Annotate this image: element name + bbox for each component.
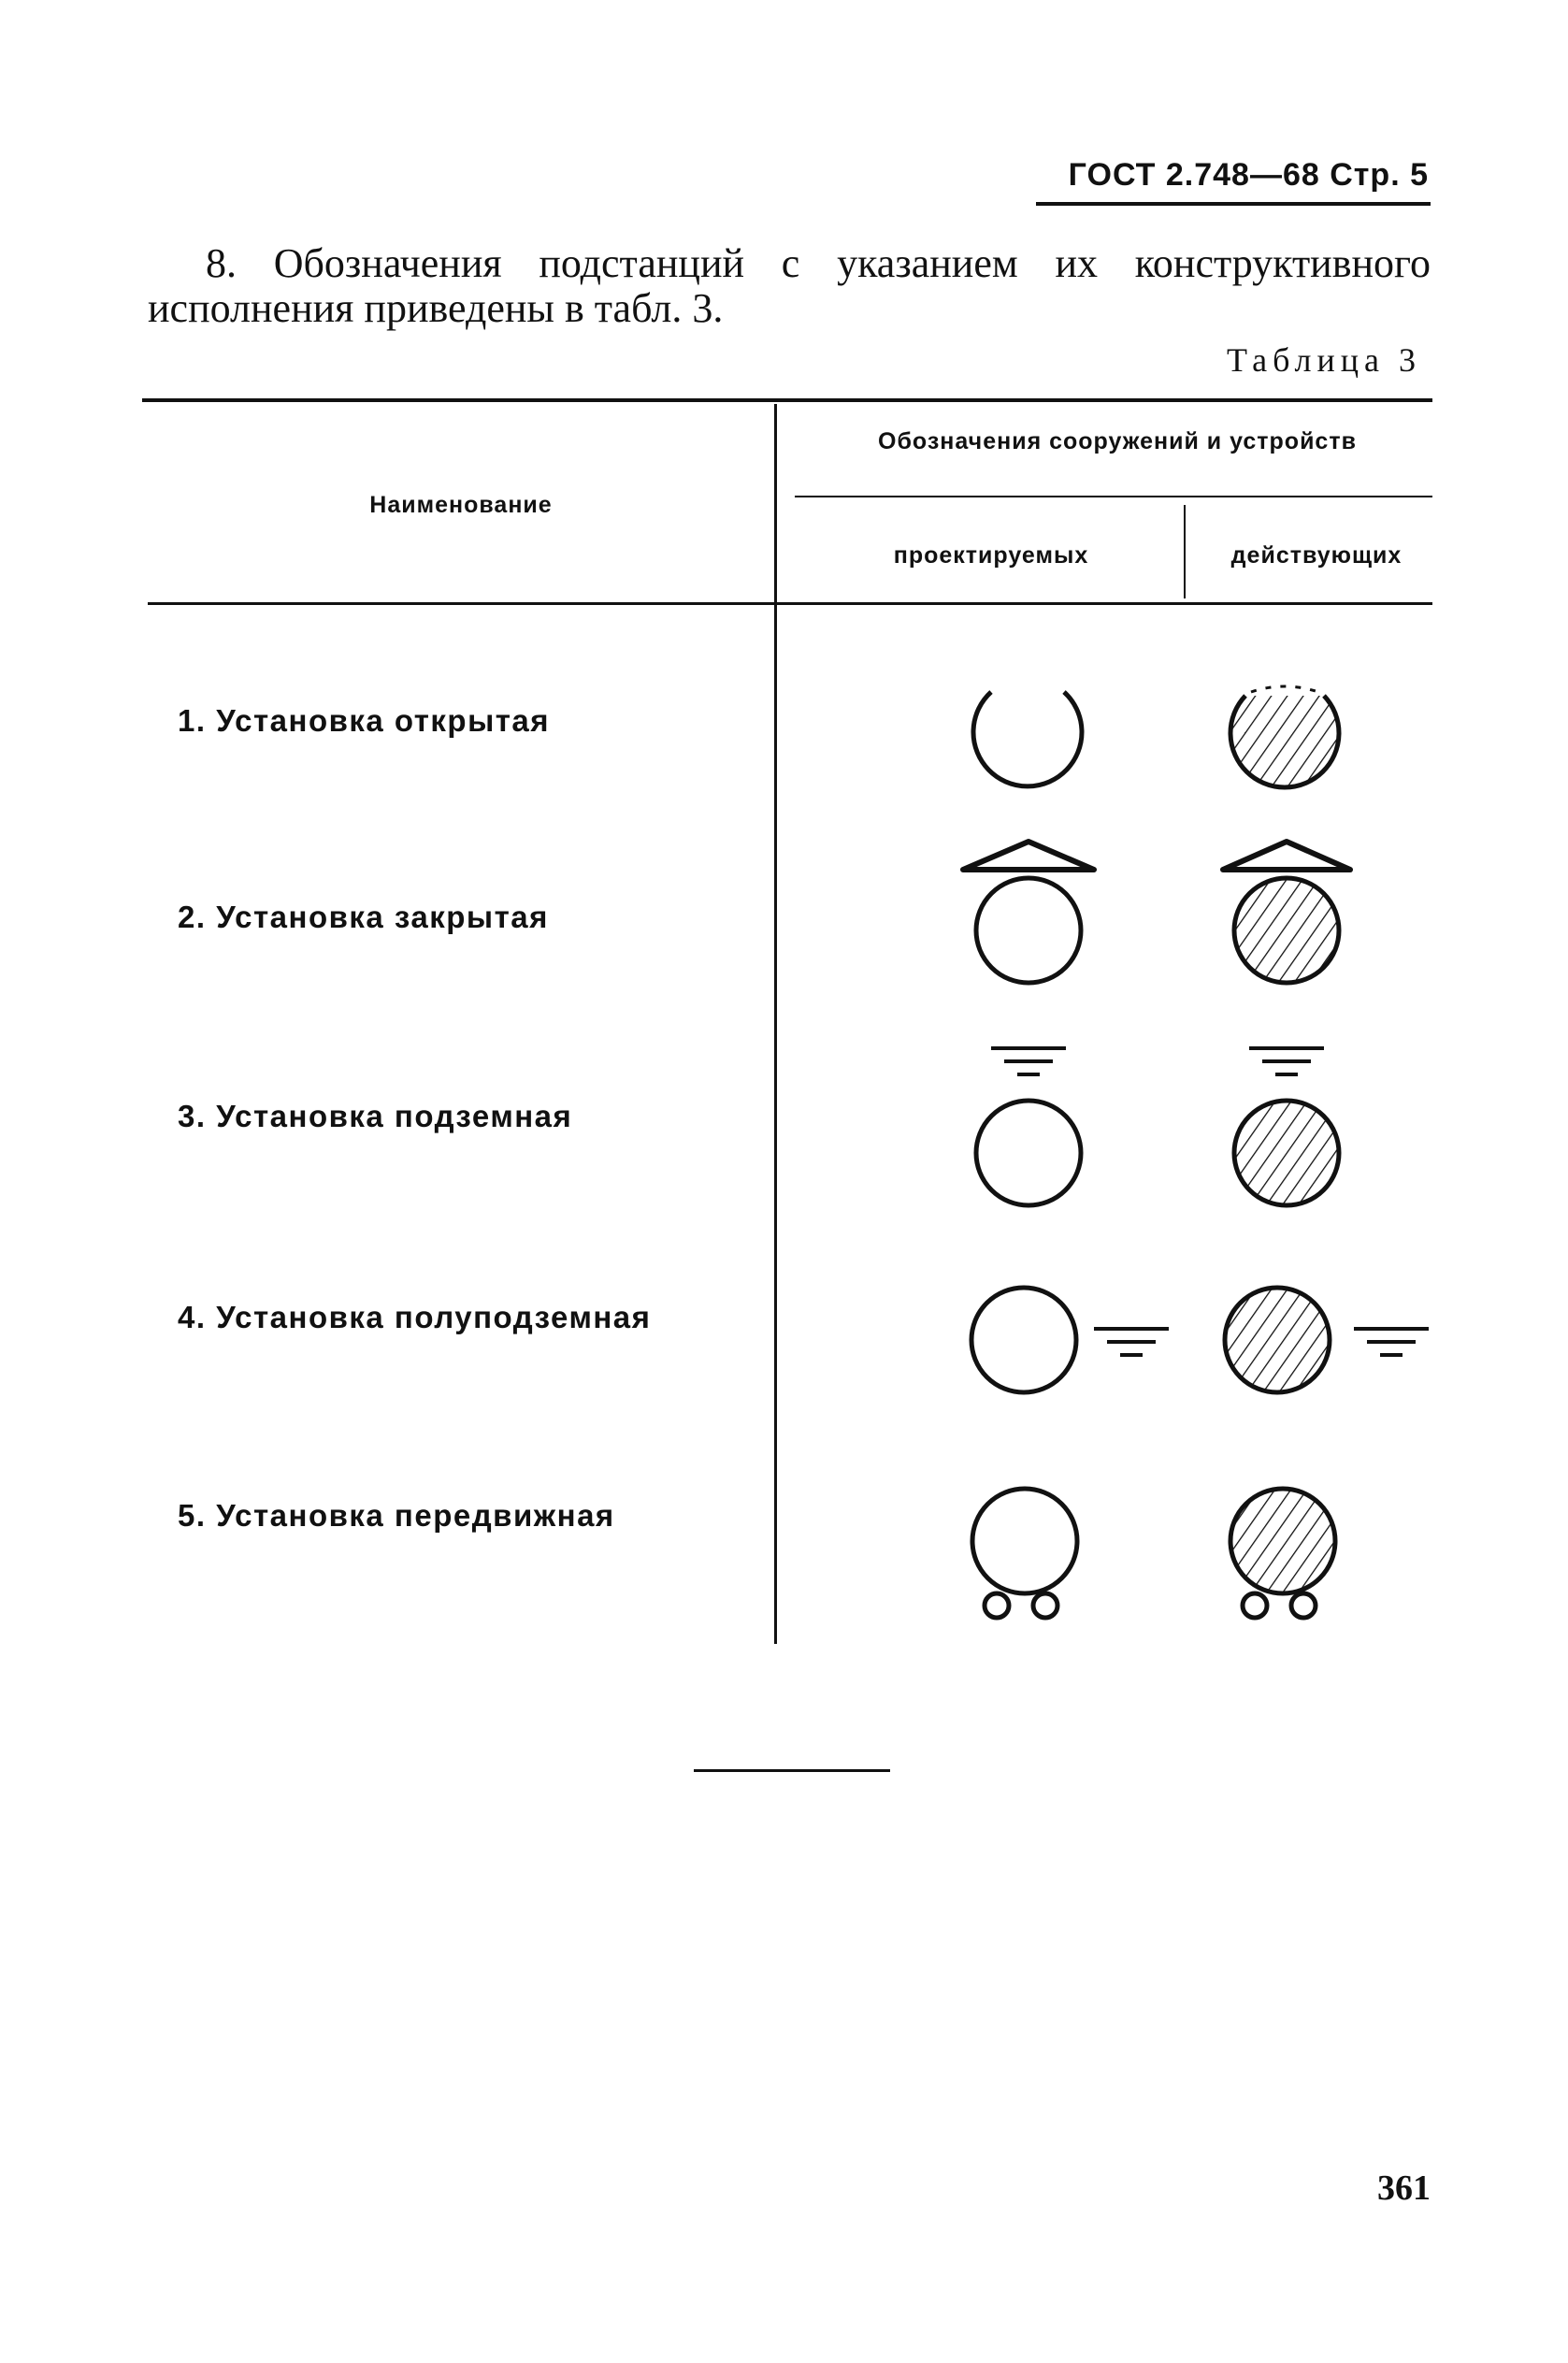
page-header: ГОСТ 2.748—68 Стр. 5 [1068, 157, 1429, 193]
column-header-group: Обозначения сооружений и устройств [878, 428, 1357, 454]
end-of-text-rule [694, 1769, 890, 1772]
roofed-circle-existing-icon [1223, 842, 1350, 983]
underground-circle-designed-icon [976, 1048, 1081, 1205]
row-label-closed: 2. Установка закрытая [178, 900, 549, 934]
column-header-designed: проектируемых [893, 542, 1089, 569]
column-header-existing: действующих [1230, 542, 1403, 569]
underground-circle-existing-icon [1234, 1048, 1339, 1205]
intro-paragraph-line-2: исполнения приведены в табл. 3. [148, 285, 724, 331]
row-label-semi-underground: 4. Установка полуподземная [178, 1300, 652, 1334]
row-label-mobile: 5. Установка передвижная [178, 1498, 615, 1533]
intro-paragraph-line-1: 8. Обозначения подстанций с указанием их конструктивного [206, 240, 1431, 286]
roofed-circle-designed-icon [963, 842, 1094, 983]
semi-underground-circle-existing-icon [1225, 1288, 1429, 1392]
open-circle-designed-icon [973, 692, 1082, 786]
semi-underground-circle-designed-icon [971, 1288, 1169, 1392]
row-label-underground: 3. Установка подземная [178, 1099, 573, 1133]
mobile-circle-existing-icon [1230, 1489, 1335, 1618]
row-label-open: 1. Установка открытая [178, 703, 551, 738]
open-circle-existing-icon [1230, 686, 1339, 787]
column-header-name: Наименование [369, 492, 553, 518]
mobile-circle-designed-icon [972, 1489, 1077, 1618]
table-label: Таблица 3 [1227, 341, 1421, 379]
page-number: 361 [1377, 2168, 1431, 2208]
